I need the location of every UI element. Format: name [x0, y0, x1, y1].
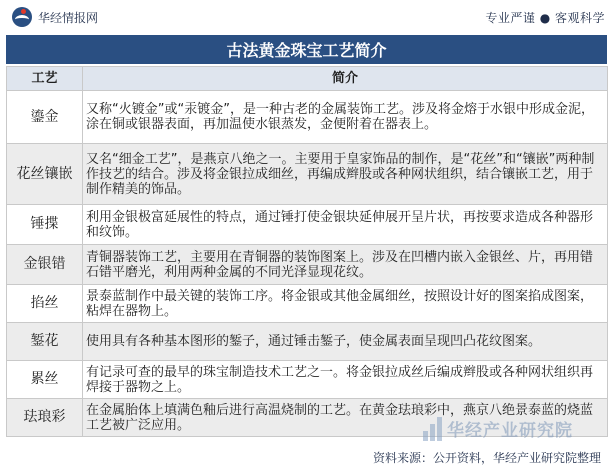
craft-desc: 利用金银极富延展性的特点，通过锤打使金银块延伸展开呈片状，再按要求造成各种器形和纹饰。 [83, 205, 608, 245]
table-row [7, 285, 608, 323]
table-row [7, 361, 608, 399]
craft-desc: 使用具有各种基本图形的錾子，通过锤击錾子，使金属表面呈现凹凸花纹图案。 [83, 323, 608, 361]
header-desc: 简介 [83, 67, 608, 91]
craft-name: 珐琅彩 [7, 399, 83, 437]
slogan: 专业严谨 ● 客观科学 [485, 10, 605, 25]
header-craft: 工艺 [7, 67, 83, 91]
table-row [7, 205, 608, 245]
table-row [7, 323, 608, 361]
source-note: 资料来源：公开资料，华经产业研究院整理 [372, 451, 601, 465]
craft-name: 錾花 [7, 323, 83, 361]
watermark [423, 415, 573, 441]
craft-desc: 在金属胎体上填满色釉后进行高温烧制的工艺。在黄金珐琅彩中，燕京八绝景泰蓝的烧蓝工艺被广泛应用。 [83, 399, 608, 437]
craft-desc: 又名“细金工艺”，是燕京八绝之一。主要用于皇家饰品的制作，是“花丝”和“镶嵌”两种制作技艺的结合。涉及将金银拉成细丝，再编成辫股或各种网状组织，结合镶嵌工艺，用于制作精美的饰品。 [83, 144, 608, 205]
craft-desc: 又称“火镀金”或“汞镀金”，是一种古老的金属装饰工艺。涉及将金熔于水银中形成金泥，涂在铜或银器表面，再加温使水银蒸发，金便附着在器表上。 [83, 91, 608, 144]
table-row [7, 245, 608, 285]
table-row [7, 91, 608, 144]
craft-name: 金银错 [7, 245, 83, 285]
brand [12, 7, 98, 27]
craft-desc: 青铜器装饰工艺，主要用在青铜器的装饰图案上。涉及在凹槽内嵌入金银丝、片，再用错石错平磨光，利用两种金属的不同光泽显现花纹。 [83, 245, 608, 285]
craft-table [6, 66, 608, 437]
table-title: 古法黄金珠宝工艺简介 [6, 35, 607, 64]
bar-chart-icon [423, 415, 443, 441]
table-row [7, 144, 608, 205]
table-header-row [7, 67, 608, 91]
craft-desc: 有记录可查的最早的珠宝制造技术工艺之一。将金银拉成丝后编成辫股或各种网状组织再焊接于器物之上。 [83, 361, 608, 399]
craft-name: 花丝镶嵌 [7, 144, 83, 205]
craft-name: 鎏金 [7, 91, 83, 144]
top-bar [0, 0, 613, 34]
watermark-text: 华经产业研究院 [447, 420, 573, 441]
craft-name: 累丝 [7, 361, 83, 399]
brand-name: 华经情报网 [38, 10, 99, 25]
craft-name: 锤揲 [7, 205, 83, 245]
craft-name: 掐丝 [7, 285, 83, 323]
brand-logo-icon [12, 7, 32, 27]
craft-desc: 景泰蓝制作中最关键的装饰工序。将金银或其他金属细丝，按照设计好的图案掐成图案，粘焊在器物上。 [83, 285, 608, 323]
